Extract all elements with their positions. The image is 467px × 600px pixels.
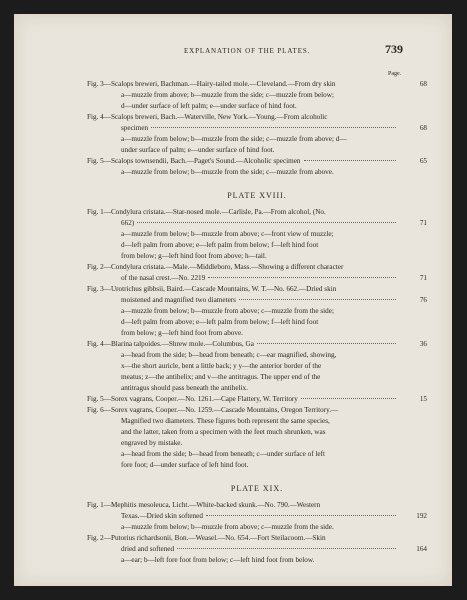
entry-line xyxy=(87,167,427,178)
caption-detail: fore foot; d—under surface of left hind foot. xyxy=(121,461,249,469)
entry-line xyxy=(87,284,427,295)
dot-leader xyxy=(206,515,396,516)
entry-line xyxy=(87,438,427,449)
entry-line xyxy=(87,500,427,511)
entry-line xyxy=(87,101,427,112)
page-reference: 164 xyxy=(416,545,427,553)
figure-caption: Fig. 5—Sorex vagrans, Cooper.—No. 1261.—Cape Flattery, W. Territory xyxy=(87,395,298,403)
document-page xyxy=(14,14,452,586)
entry-line xyxy=(87,460,427,471)
caption-detail: a—ear; b—left fore foot from below; c—left hind foot from below. xyxy=(121,556,315,564)
page-reference: 76 xyxy=(419,296,427,304)
entry-line xyxy=(87,394,427,405)
entry-line xyxy=(87,361,427,372)
figure-entry xyxy=(87,339,427,394)
entry-line xyxy=(87,145,427,156)
caption-detail: moistened and magnified two diameters xyxy=(121,296,236,304)
caption-detail: Magnified two diameters. These figures both represent the same species, xyxy=(121,417,330,425)
caption-detail: a—muzzle from below; b—muzzle from the side; c—muzzle from above. xyxy=(121,168,334,176)
dot-leader xyxy=(257,343,396,344)
caption-detail: meatus; z—the antihelix; and v—the antitragus. The upper end of the xyxy=(121,373,321,381)
entry-line xyxy=(87,306,427,317)
figure-caption: Fig. 1—Condylura cristata.—Star-nosed mole.—Carlisle, Pa.—From alcohol, (No. xyxy=(87,208,326,216)
caption-detail: a—muzzle from below; b—muzzle from above; c—front view of muzzle; xyxy=(121,230,334,238)
entry-line xyxy=(87,350,427,361)
entry-line xyxy=(87,295,427,306)
entry-line xyxy=(87,383,427,394)
page-reference: 65 xyxy=(419,157,427,165)
caption-detail: from below; g—left hind foot from above; h—tail. xyxy=(121,252,267,260)
plate-heading: PLATE XVIII. xyxy=(227,191,287,200)
caption-detail: d—under surface of left palm; e—under surface of hind foot. xyxy=(121,102,297,110)
caption-detail: a—muzzle from below; b—muzzle from above; c—muzzle from the side; xyxy=(121,307,334,315)
figure-caption: Fig. 3—Scalops breweri, Bachman.—Hairy-tailed mole.—Cleveland.—From dry skin xyxy=(87,80,336,88)
caption-detail: antitragus should pass beneath the antihelix. xyxy=(121,384,248,392)
running-header-title: EXPLANATION OF THE PLATES. xyxy=(184,47,311,55)
caption-detail: Texas.—Dried skin softened xyxy=(121,512,203,520)
entry-line xyxy=(87,533,427,544)
dot-leader xyxy=(177,548,396,549)
entry-line xyxy=(87,112,427,123)
entry-line xyxy=(87,262,427,273)
dot-leader xyxy=(301,398,396,399)
entry-line xyxy=(87,240,427,251)
dot-leader xyxy=(304,160,396,161)
caption-detail: of the nasal crest.—No. 2219 xyxy=(121,274,206,282)
entry-line xyxy=(87,123,427,134)
caption-detail: a—muzzle from below; b—muzzle from the side; c—muzzle from above; d— xyxy=(121,135,347,143)
figure-caption: Fig. 1—Mephitis mesoleuca, Licht.—White-backed skunk.—No. 790.—Western xyxy=(87,501,321,509)
figure-entry xyxy=(87,112,427,156)
page-reference: 36 xyxy=(419,340,427,348)
entry-line xyxy=(87,372,427,383)
entry-line xyxy=(87,207,427,218)
caption-detail: 662) xyxy=(121,219,135,227)
figure-entry xyxy=(87,284,427,339)
page-reference: 68 xyxy=(419,124,427,132)
caption-detail: d—left palm from above; e—left palm from below; f—left hind foot xyxy=(121,241,319,249)
entry-line xyxy=(87,317,427,328)
caption-detail: a—muzzle from below; b—muzzle from above; c—muzzle from the side. xyxy=(121,523,334,531)
figure-entry xyxy=(87,207,427,262)
page-column-label: Page. xyxy=(388,71,402,77)
entry-line xyxy=(87,511,427,522)
page-reference: 15 xyxy=(419,395,427,403)
dot-leader xyxy=(239,299,396,300)
entry-line xyxy=(87,522,427,533)
caption-detail: a—muzzle from above; b—muzzle from the side; c—muzzle from below; xyxy=(121,91,334,99)
entry-line xyxy=(87,416,427,427)
entry-line xyxy=(87,273,427,284)
dot-leader xyxy=(137,222,396,223)
figure-caption: Fig. 2—Condylura cristata.—Male.—Middleboro, Mass.—Showing a different character xyxy=(87,263,344,271)
dot-leader xyxy=(151,127,396,128)
entry-line xyxy=(87,251,427,262)
dot-leader xyxy=(208,277,396,278)
plate-heading: PLATE XIX. xyxy=(230,484,284,493)
entry-line xyxy=(87,544,427,555)
caption-detail: a—head from the side; b—head from beneath; c—under surface of left xyxy=(121,450,325,458)
caption-detail: specimen xyxy=(121,124,149,132)
page-reference: 192 xyxy=(416,512,427,520)
figure-entry xyxy=(87,79,427,112)
figure-caption: Fig. 5—Scalops townsendii, Bach.—Paget's Sound.—Alcoholic specimen xyxy=(87,157,301,165)
caption-detail: from below; g—left hind foot from above. xyxy=(121,329,243,337)
figure-entry xyxy=(87,394,427,405)
figure-caption: Fig. 4—Blarina talpoides.—Shrew mole.—Columbus, Ga xyxy=(87,340,254,348)
caption-detail: d—left palm from above; e—left palm from below; f—left hind foot xyxy=(121,318,319,326)
entry-line xyxy=(87,79,427,90)
entry-line xyxy=(87,218,427,229)
figure-entry xyxy=(87,262,427,284)
entry-line xyxy=(87,555,427,566)
page-number: 739 xyxy=(385,42,403,56)
caption-detail: under surface of palm; e—under surface of hind foot. xyxy=(121,146,275,154)
page-reference: 68 xyxy=(419,80,427,88)
figure-caption: Fig. 6—Sorex vagrans, Cooper.—No. 1259.—Cascade Mountains, Oregon Territory.— xyxy=(87,406,339,414)
figure-entry xyxy=(87,500,427,533)
caption-detail: engraved by mistake. xyxy=(121,439,183,447)
page-reference: 71 xyxy=(419,219,427,227)
entry-line xyxy=(87,229,427,240)
figure-entry xyxy=(87,405,427,471)
figure-entry xyxy=(87,156,427,178)
entry-line xyxy=(87,156,427,167)
entry-line xyxy=(87,449,427,460)
caption-detail: a—head from the side; b—head from beneath; c—ear magnified, showing, xyxy=(121,351,337,359)
entry-line xyxy=(87,405,427,416)
entry-line xyxy=(87,427,427,438)
entry-line xyxy=(87,339,427,350)
figure-caption: Fig. 2—Putorius richardsonii, Bon.—Weasel.—No. 654.—Fort Steilacoom.—Skin xyxy=(87,534,326,542)
entry-line xyxy=(87,90,427,101)
figure-entry xyxy=(87,533,427,566)
caption-detail: dried and softened xyxy=(121,545,175,553)
page-reference: 71 xyxy=(419,274,427,282)
caption-detail: x—the short auricle, bent a little back; y y—the anterior border of the xyxy=(121,362,322,370)
caption-detail: and the latter, taken from a specimen with the feet much shrunken, was xyxy=(121,428,326,436)
entry-line xyxy=(87,328,427,339)
figure-caption: Fig. 4—Scalops breweri, Bach.—Waterville, New York.—Young.—From alcoholic xyxy=(87,113,328,121)
entry-line xyxy=(87,134,427,145)
plate-explanations xyxy=(87,79,427,566)
figure-caption: Fig. 3—Urotrichus gibbsii, Baird.—Cascade Mountains, W. T.—No. 662.—Dried skin xyxy=(87,285,337,293)
